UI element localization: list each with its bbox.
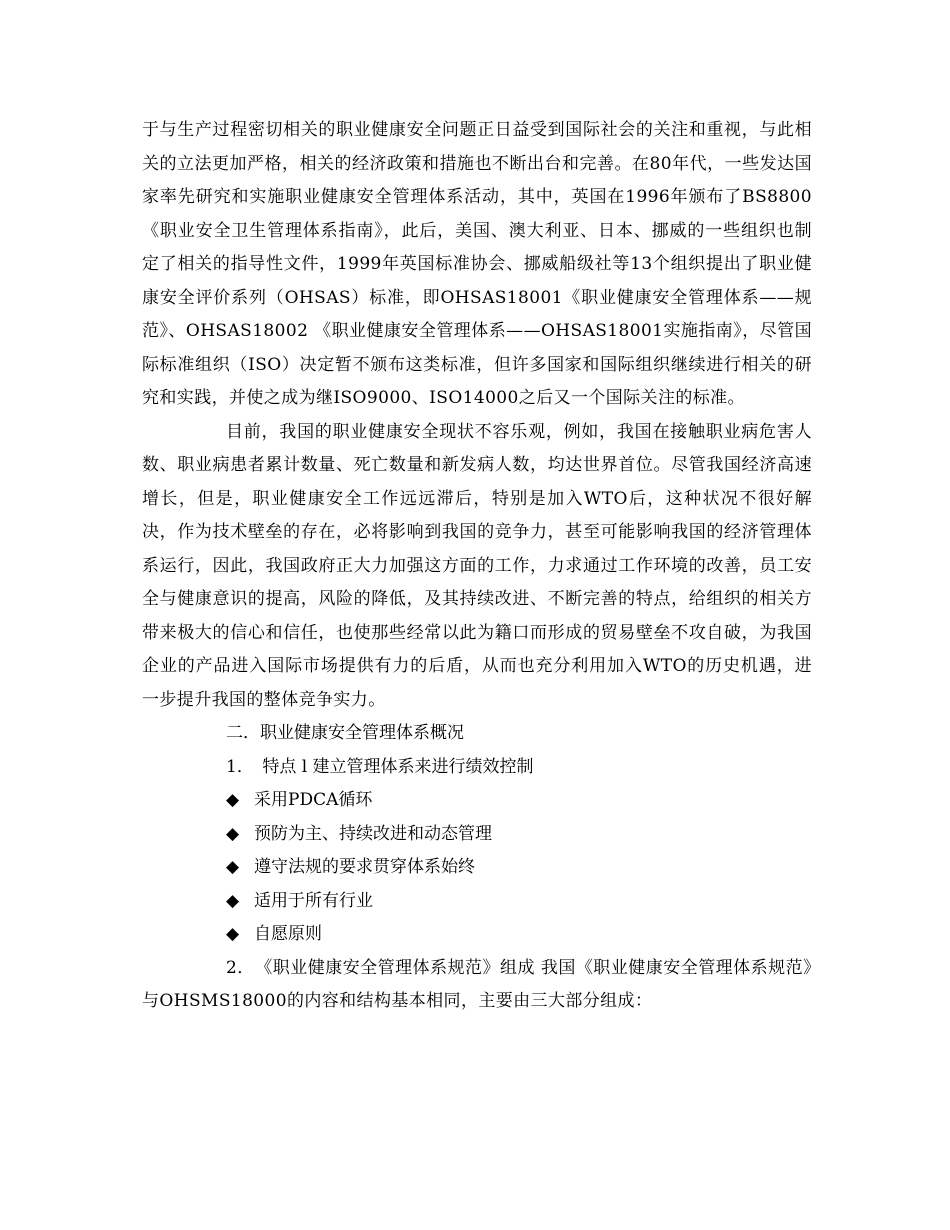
bullet-item	[142, 818, 812, 852]
bullet-text: 采用PDCA循环	[254, 790, 373, 810]
bullet-text: 遵守法规的要求贯穿体系始终	[254, 857, 475, 877]
bullet-item	[142, 918, 812, 952]
bullet-text: 适用于所有行业	[254, 890, 373, 911]
diamond-bullet-icon: ◆	[226, 890, 240, 911]
paragraph-ohsas-history: 于与生产过程密切相关的职业健康安全问题正日益受到国际社会的关注和重视，与此相关的立法更加严格，相关的经济政策和措施也不断出台和完善。在80年代，一些发达国家率先研究和实施职业健康安全管理体系活动，其中，英国在1996年颁布了BS8800《职业安全卫生管理体系指南》，此后，美国、澳大利亚、日本、挪威的一些组织也制定了相关的指导性文件，1999年英国标准协会、挪威船级社等13个组织提出了职业健康安全评价系列（OHSAS）标准，即OHSAS18001《职业健康安全管理体系——规范》、OHSAS18002 《职业健康安全管理体系——OHSAS18001实施指南》，尽管国际标准组织（ISO）决定暂不颁布这类标准，但许多国家和国际组织继续进行相关的研究和实践，并使之成为继ISO9000、ISO14000之后又一个国际关注的标准。	[142, 120, 812, 408]
paragraph-standard-composition: 2． 《职业健康安全管理体系规范》组成 我国《职业健康安全管理体系规范》与OHSMS18000的内容和结构基本相同，主要由三大部分组成：	[142, 957, 812, 1011]
bullet-text: 预防为主、持续改进和动态管理	[254, 823, 492, 844]
numbered-item-features: 1． 特点 l 建立管理体系来进行绩效控制	[226, 756, 534, 777]
section-heading: 二．职业健康安全管理体系概况	[226, 723, 464, 743]
diamond-bullet-icon: ◆	[226, 924, 240, 944]
paragraph-china-status: 目前，我国的职业健康安全现状不容乐观，例如，我国在接触职业病危害人数、职业病患者累计数量、死亡数量和新发病人数，均达世界首位。尽管我国经济高速增长，但是，职业健康安全工作远远滞后，特别是加入WTO后，这种状况不很好解决，作为技术壁垒的存在，必将影响到我国的竞争力，甚至可能影响我国的经济管理体系运行，因此，我国政府正大力加强这方面的工作，力求通过工作环境的改善，员工安全与健康意识的提高，风险的降低，及其持续改进、不断完善的特点，给组织的相关方带来极大的信心和信任，也使那些经常以此为籍口而形成的贸易壁垒不攻自破，为我国企业的产品进入国际市场提供有力的后盾，从而也充分利用加入WTO的历史机遇，进一步提升我国的整体竞争实力。	[142, 421, 812, 710]
document-page	[142, 114, 812, 1019]
bullet-item	[142, 851, 812, 885]
diamond-bullet-icon: ◆	[226, 823, 240, 844]
diamond-bullet-icon: ◆	[226, 857, 240, 877]
bullet-item	[142, 784, 812, 818]
bullet-item	[142, 885, 812, 919]
bullet-text: 自愿原则	[254, 924, 322, 944]
diamond-bullet-icon: ◆	[226, 790, 240, 810]
